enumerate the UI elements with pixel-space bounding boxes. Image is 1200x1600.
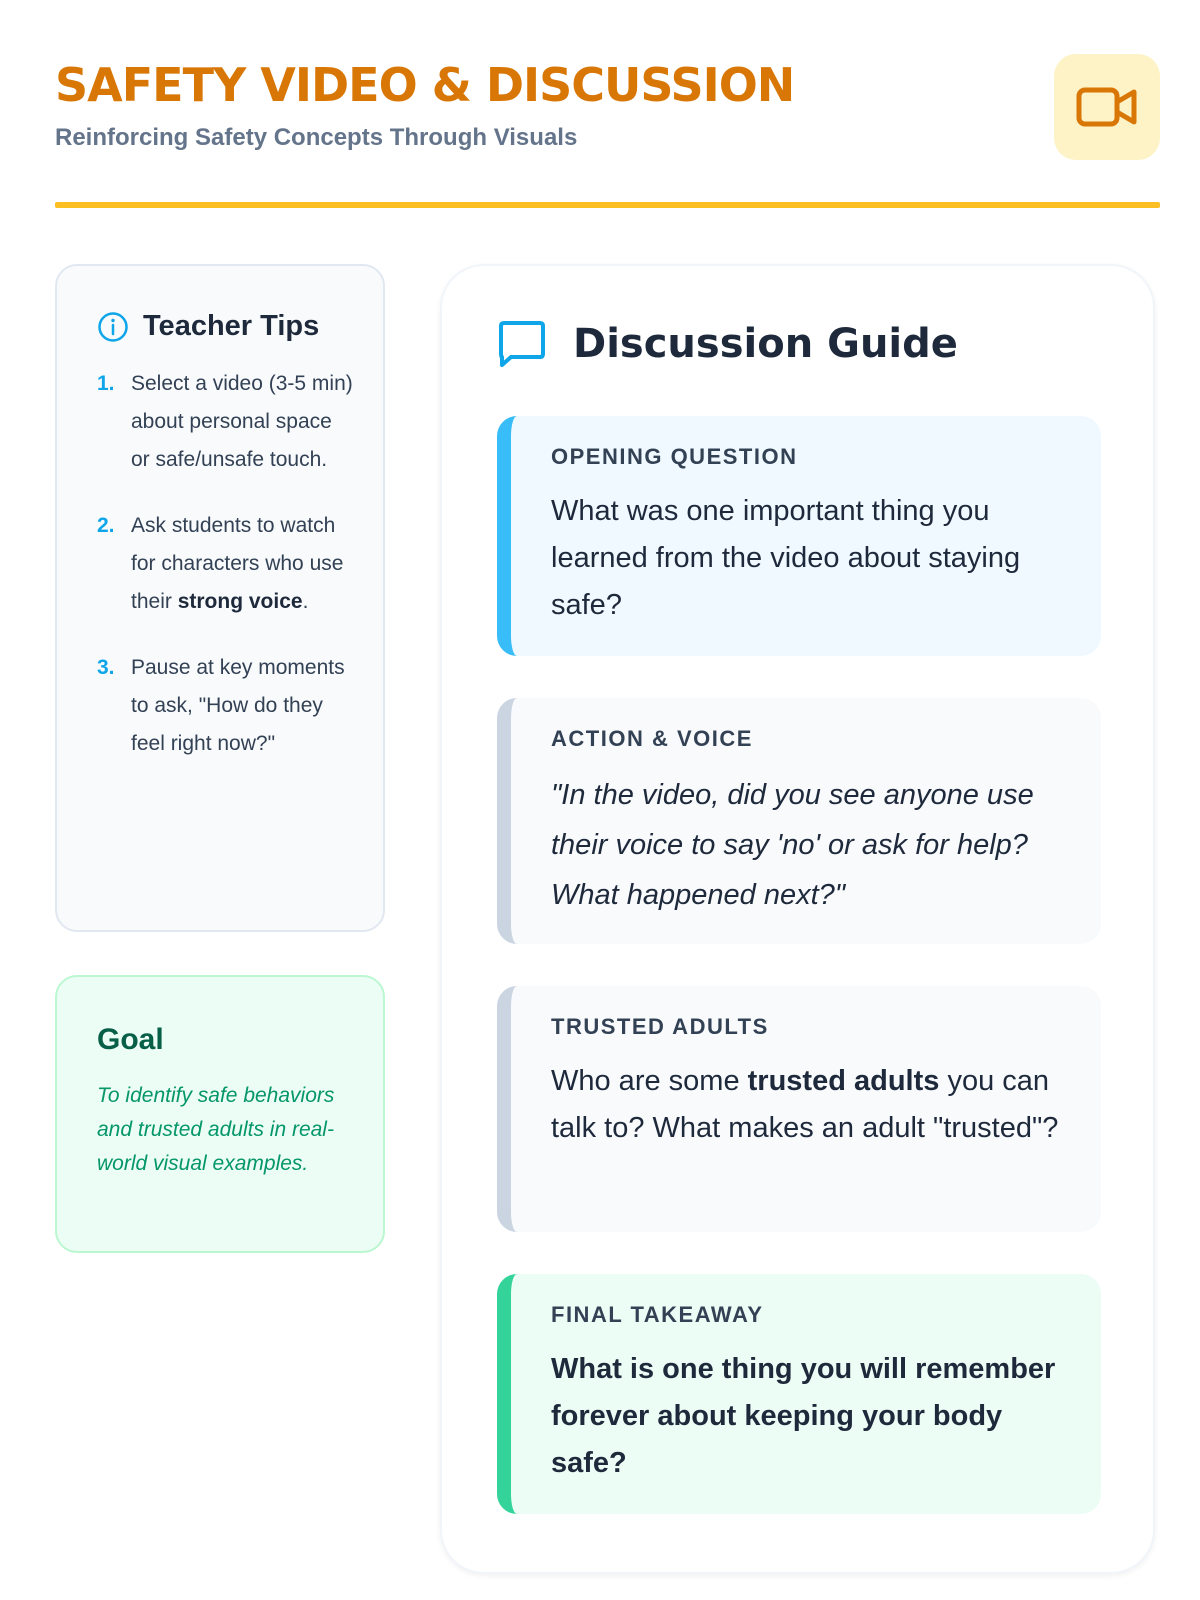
question-label: OPENING QUESTION (551, 444, 798, 469)
question-text: "In the video, did you see anyone use their voice to say 'no' or ask for help? What happened next?" (551, 779, 1034, 911)
list-item (97, 649, 353, 763)
discussion-guide-card (440, 264, 1155, 1574)
teacher-tips-card (55, 264, 385, 932)
goal-card (55, 975, 385, 1253)
video-camera-icon (1076, 85, 1138, 129)
question-text-part: you can talk to? What makes an adult "trusted"? (551, 1065, 1059, 1144)
teacher-tips-list (97, 365, 353, 763)
question-text: What is one thing you will remember forever about keeping your body safe? (551, 1353, 1056, 1479)
question-card-action-voice (497, 698, 1101, 944)
teacher-tips-title: Teacher Tips (143, 310, 320, 342)
video-badge (1054, 54, 1160, 160)
goal-title: Goal (97, 1023, 164, 1056)
goal-text: To identify safe behaviors and trusted adults in real-world visual examples. (97, 1084, 335, 1175)
list-item-text-part: Ask students to watch for characters who use their (131, 514, 344, 613)
discussion-guide-header (497, 320, 1101, 368)
page-subtitle: Reinforcing Safety Concepts Through Visuals (55, 124, 578, 151)
list-item-emphasis: strong voice (177, 590, 303, 613)
question-text (551, 1058, 1071, 1152)
list-item-number: 1. (97, 372, 115, 395)
question-text-part: Who are some (551, 1065, 748, 1097)
question-emphasis: trusted adults (747, 1065, 940, 1097)
question-card-trusted-adults (497, 986, 1101, 1232)
list-item-number: 3. (97, 656, 115, 679)
chat-bubble-icon (497, 320, 547, 368)
list-item (97, 365, 353, 479)
list-item-text: Select a video (3-5 min) about personal space or safe/unsafe touch. (131, 372, 353, 471)
discussion-guide-title: Discussion Guide (573, 321, 958, 367)
page-title: SAFETY VIDEO & DISCUSSION (55, 58, 795, 112)
question-label: ACTION & VOICE (551, 726, 753, 751)
teacher-tips-header (97, 310, 353, 343)
list-item-text (131, 507, 353, 621)
question-text: What was one important thing you learned from the video about staying safe? (551, 495, 1021, 621)
question-label: TRUSTED ADULTS (551, 1014, 769, 1039)
list-item-text: Pause at key moments to ask, "How do they feel right now?" (131, 656, 345, 755)
header-divider (55, 202, 1160, 208)
question-label: FINAL TAKEAWAY (551, 1302, 764, 1327)
list-item (97, 507, 353, 621)
list-item-text-part: . (302, 590, 309, 613)
question-card-opening (497, 416, 1101, 656)
list-item-number: 2. (97, 514, 115, 537)
info-icon (97, 311, 129, 343)
question-card-final-takeaway (497, 1274, 1101, 1514)
page-header (55, 52, 1160, 152)
